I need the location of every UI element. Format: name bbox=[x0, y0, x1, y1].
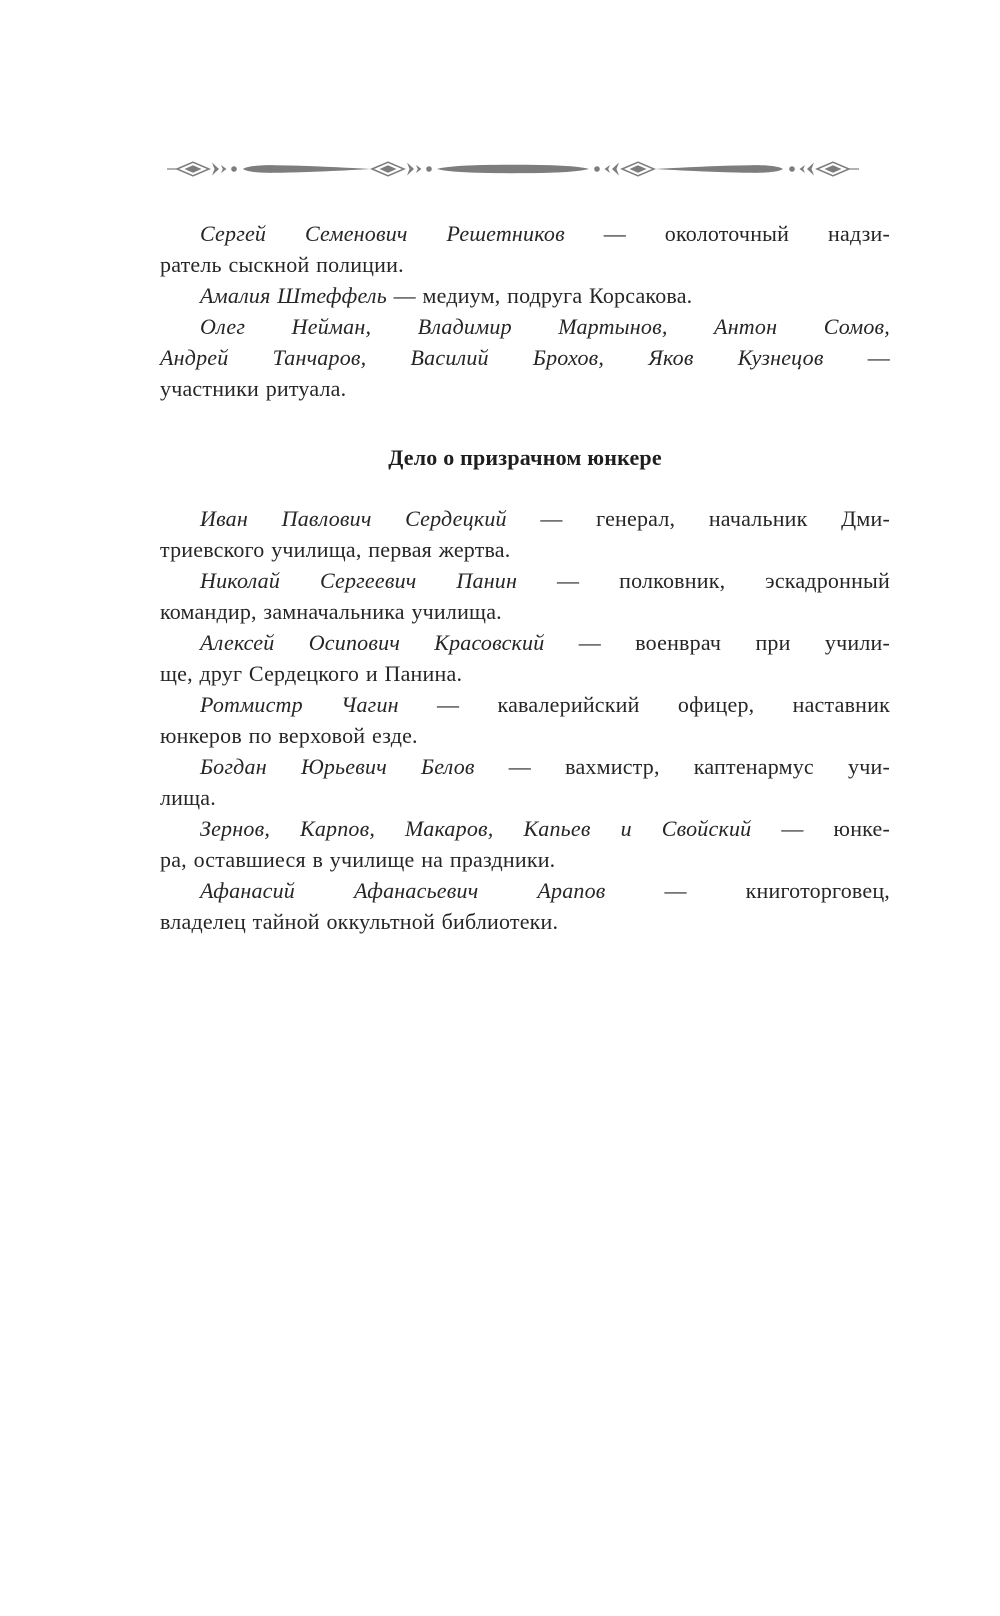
character-description: — bbox=[823, 345, 891, 370]
section bbox=[160, 218, 890, 404]
character-description: триевского училища, первая жертва. bbox=[160, 537, 511, 562]
character-description: участники ритуала. bbox=[160, 376, 347, 401]
text-line bbox=[160, 751, 890, 782]
text-line bbox=[160, 342, 890, 373]
character-entry bbox=[160, 813, 890, 875]
character-description: — медиум, подруга Корсакова. bbox=[386, 283, 693, 308]
text-line bbox=[160, 875, 890, 906]
text-block bbox=[160, 218, 890, 937]
character-entry bbox=[160, 280, 890, 311]
section bbox=[160, 442, 890, 937]
character-entry bbox=[160, 503, 890, 565]
text-line bbox=[160, 311, 890, 342]
text-line bbox=[160, 813, 890, 844]
text-line bbox=[160, 689, 890, 720]
text-line bbox=[160, 249, 890, 280]
character-description: — кавалерийский офицер, наставник bbox=[398, 692, 890, 717]
text-line bbox=[160, 782, 890, 813]
character-description: — полковник, эскадронный bbox=[517, 568, 891, 593]
character-description: владелец тайной оккультной библиотеки. bbox=[160, 909, 559, 934]
character-name: Зернов, Карпов, Макаров, Капьев и Свойский bbox=[200, 816, 752, 841]
character-name: Андрей Танчаров, Василий Брохов, Яков Кузнецов bbox=[160, 345, 824, 370]
text-line bbox=[160, 218, 890, 249]
character-description: — околоточный надзи- bbox=[564, 221, 891, 246]
text-line bbox=[160, 534, 890, 565]
character-description: ра, оставшиеся в училище на праздники. bbox=[160, 847, 556, 872]
character-description: — книготорговец, bbox=[605, 878, 890, 903]
character-name: Ротмистр Чагин bbox=[200, 692, 399, 717]
character-name: Богдан Юрьевич Белов bbox=[200, 754, 475, 779]
character-name: Афанасий Афанасьевич Арапов bbox=[200, 878, 606, 903]
section-heading: Дело о призрачном юнкере bbox=[388, 445, 662, 470]
character-description: — вахмистр, каптенармус учи- bbox=[474, 754, 890, 779]
text-line bbox=[160, 906, 890, 937]
character-description: — юнке- bbox=[751, 816, 890, 841]
character-name: Николай Сергеевич Панин bbox=[200, 568, 518, 593]
character-description: ратель сыскной полиции. bbox=[160, 252, 404, 277]
character-description: лища. bbox=[160, 785, 216, 810]
character-name: Алексей Осипович Красовский bbox=[200, 630, 545, 655]
text-line bbox=[160, 280, 890, 311]
character-name: Амалия Штеффель bbox=[200, 283, 387, 308]
text-line bbox=[160, 373, 890, 404]
character-name: Сергей Семенович Решетников bbox=[200, 221, 565, 246]
character-entry bbox=[160, 565, 890, 627]
text-line bbox=[160, 503, 890, 534]
character-description: командир, замначальника училища. bbox=[160, 599, 502, 624]
text-line bbox=[160, 720, 890, 751]
decorative-divider-ornament bbox=[163, 158, 863, 180]
text-line bbox=[160, 596, 890, 627]
character-entry bbox=[160, 311, 890, 404]
character-description: юнкеров по верховой езде. bbox=[160, 723, 418, 748]
character-entry bbox=[160, 689, 890, 751]
character-description: — генерал, начальник Дми- bbox=[506, 506, 890, 531]
text-line bbox=[160, 658, 890, 689]
character-entry bbox=[160, 627, 890, 689]
text-line bbox=[160, 627, 890, 658]
character-name: Иван Павлович Сердецкий bbox=[200, 506, 507, 531]
character-entry bbox=[160, 875, 890, 937]
character-name: Олег Нейман, Владимир Мартынов, Антон Сомов, bbox=[200, 314, 890, 339]
text-line bbox=[160, 844, 890, 875]
character-entry bbox=[160, 751, 890, 813]
text-line bbox=[160, 565, 890, 596]
character-description: — военврач при учили- bbox=[544, 630, 890, 655]
character-entry bbox=[160, 218, 890, 280]
character-description: ще, друг Сердецкого и Панина. bbox=[160, 661, 463, 686]
